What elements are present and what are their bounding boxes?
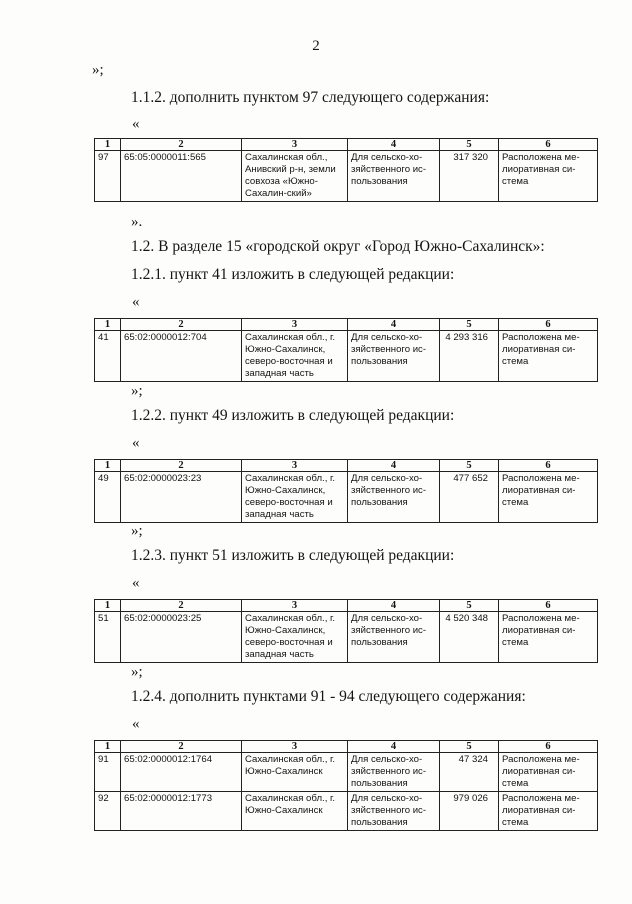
paragraph-1-2-4: 1.2.4. дополнить пунктами 91 - 94 следующего содержания:	[131, 688, 526, 705]
column-header-4: 4	[348, 600, 440, 612]
item-number-cell: 91	[95, 753, 121, 792]
paragraph-1-1-2: 1.1.2. дополнить пунктом 97 следующего содержания:	[131, 89, 490, 106]
column-header-4: 4	[348, 319, 440, 331]
closing-quote: »;	[131, 664, 143, 680]
note-cell: Расположена ме-лиоративная си-стема	[499, 612, 598, 663]
item-number-cell: 41	[95, 331, 121, 382]
column-header-6: 6	[499, 741, 598, 753]
cadastral-number-cell: 65:05:0000011:565	[121, 151, 242, 202]
column-header-6: 6	[499, 139, 598, 151]
column-header-4: 4	[348, 460, 440, 472]
item-number-cell: 49	[95, 472, 121, 523]
land-table-2	[94, 318, 598, 382]
column-header-3: 3	[242, 460, 348, 472]
column-header-1: 1	[95, 139, 121, 151]
opening-quote: «	[132, 716, 140, 732]
opening-quote: «	[132, 116, 140, 132]
closing-quote: »;	[92, 62, 104, 78]
column-header-2: 2	[121, 139, 242, 151]
table-row	[95, 753, 598, 792]
cadastral-number-cell: 65:02:0000023:23	[121, 472, 242, 523]
area-cell: 4 520 348	[440, 612, 499, 663]
note-cell: Расположена ме-лиоративная си-стема	[499, 753, 598, 792]
column-header-1: 1	[95, 319, 121, 331]
column-header-6: 6	[499, 319, 598, 331]
closing-quote: »;	[131, 523, 143, 539]
table-header-row	[95, 600, 598, 612]
area-cell: 979 026	[440, 792, 499, 831]
land-table-1	[94, 138, 598, 202]
column-header-6: 6	[499, 600, 598, 612]
opening-quote: «	[132, 575, 140, 591]
location-cell: Сахалинская обл., г. Южно-Сахалинск	[242, 792, 348, 831]
location-cell: Сахалинская обл., г. Южно-Сахалинск, северо-восточная и западная часть	[242, 472, 348, 523]
note-cell: Расположена ме-лиоративная си-стема	[499, 792, 598, 831]
column-header-2: 2	[121, 600, 242, 612]
column-header-1: 1	[95, 600, 121, 612]
column-header-3: 3	[242, 600, 348, 612]
paragraph-1-2: 1.2. В разделе 15 «городской округ «Город Южно-Сахалинск»:	[131, 238, 545, 255]
column-header-3: 3	[242, 741, 348, 753]
table-header-row	[95, 460, 598, 472]
land-use-cell: Для сельско-хо-зяйственного ис-пользования	[348, 331, 440, 382]
opening-quote: «	[132, 294, 140, 310]
table-row	[95, 151, 598, 202]
column-header-5: 5	[440, 600, 499, 612]
item-number-cell: 51	[95, 612, 121, 663]
table-row	[95, 472, 598, 523]
location-cell: Сахалинская обл., Анивский р-н, земли совхоза «Южно-Сахалин-ский»	[242, 151, 348, 202]
note-cell: Расположена ме-лиоративная си-стема	[499, 151, 598, 202]
paragraph-1-2-3: 1.2.3. пункт 51 изложить в следующей редакции:	[131, 547, 455, 564]
cadastral-number-cell: 65:02:0000012:704	[121, 331, 242, 382]
column-header-3: 3	[242, 319, 348, 331]
location-cell: Сахалинская обл., г. Южно-Сахалинск	[242, 753, 348, 792]
area-cell: 317 320	[440, 151, 499, 202]
note-cell: Расположена ме-лиоративная си-стема	[499, 472, 598, 523]
closing-quote: ».	[131, 214, 143, 230]
land-use-cell: Для сельско-хо-зяйственного ис-пользования	[348, 612, 440, 663]
cadastral-number-cell: 65:02:0000023:25	[121, 612, 242, 663]
item-number-cell: 97	[95, 151, 121, 202]
table-row	[95, 612, 598, 663]
table-header-row	[95, 319, 598, 331]
table-row	[95, 331, 598, 382]
column-header-4: 4	[348, 741, 440, 753]
cadastral-number-cell: 65:02:0000012:1764	[121, 753, 242, 792]
area-cell: 477 652	[440, 472, 499, 523]
land-use-cell: Для сельско-хо-зяйственного ис-пользования	[348, 792, 440, 831]
location-cell: Сахалинская обл., г. Южно-Сахалинск, северо-восточная и западная часть	[242, 331, 348, 382]
area-cell: 47 324	[440, 753, 499, 792]
item-number-cell: 92	[95, 792, 121, 831]
page-number: 2	[312, 38, 320, 54]
land-table-4	[94, 599, 598, 663]
area-cell: 4 293 316	[440, 331, 499, 382]
land-use-cell: Для сельско-хо-зяйственного ис-пользования	[348, 151, 440, 202]
column-header-4: 4	[348, 139, 440, 151]
table-header-row	[95, 741, 598, 753]
table-row	[95, 792, 598, 831]
column-header-2: 2	[121, 741, 242, 753]
paragraph-1-2-2: 1.2.2. пункт 49 изложить в следующей редакции:	[131, 407, 455, 424]
land-use-cell: Для сельско-хо-зяйственного ис-пользования	[348, 753, 440, 792]
location-cell: Сахалинская обл., г. Южно-Сахалинск, северо-восточная и западная часть	[242, 612, 348, 663]
closing-quote: »;	[131, 383, 143, 399]
column-header-1: 1	[95, 460, 121, 472]
land-use-cell: Для сельско-хо-зяйственного ис-пользования	[348, 472, 440, 523]
column-header-2: 2	[121, 460, 242, 472]
paragraph-1-2-1: 1.2.1. пункт 41 изложить в следующей редакции:	[131, 266, 455, 283]
note-cell: Расположена ме-лиоративная си-стема	[499, 331, 598, 382]
column-header-2: 2	[121, 319, 242, 331]
cadastral-number-cell: 65:02:0000012:1773	[121, 792, 242, 831]
land-table-5	[94, 740, 598, 831]
column-header-3: 3	[242, 139, 348, 151]
opening-quote: «	[132, 435, 140, 451]
column-header-6: 6	[499, 460, 598, 472]
column-header-5: 5	[440, 460, 499, 472]
column-header-5: 5	[440, 319, 499, 331]
land-table-3	[94, 459, 598, 523]
column-header-1: 1	[95, 741, 121, 753]
column-header-5: 5	[440, 741, 499, 753]
table-header-row	[95, 139, 598, 151]
column-header-5: 5	[440, 139, 499, 151]
